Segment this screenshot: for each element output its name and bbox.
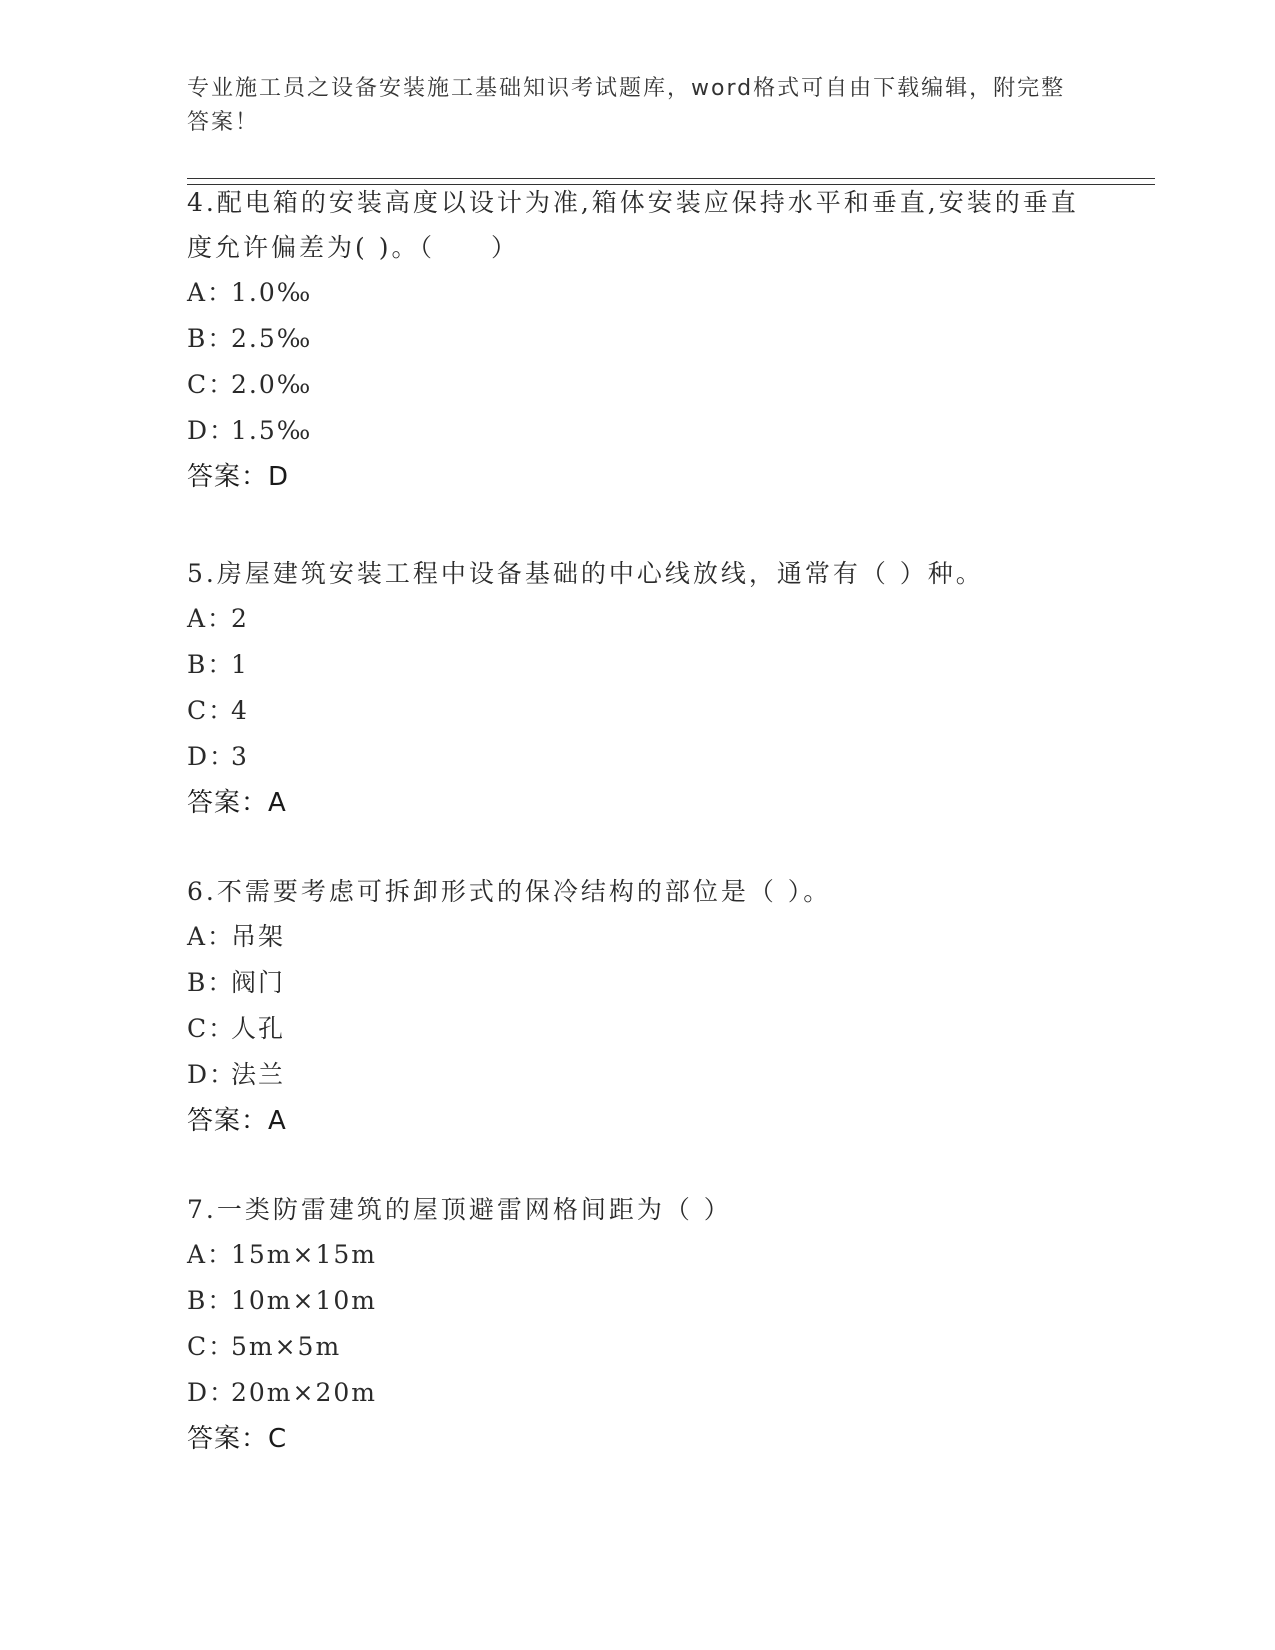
- option-letter: C：: [187, 1014, 236, 1043]
- option-letter: C：: [187, 370, 236, 399]
- option-d: [187, 1370, 1087, 1416]
- answer: 答案：D: [187, 462, 290, 492]
- option-letter: B：: [187, 324, 235, 353]
- option-text: 1.5‰: [231, 416, 313, 445]
- option-c: [187, 688, 1087, 734]
- option-text: 4: [231, 696, 249, 725]
- option-text: 2.5‰: [231, 324, 313, 353]
- option-letter: D：: [187, 1378, 237, 1407]
- question-stem: 5.房屋建筑安装工程中设备基础的中心线放线，通常有（ ）种。: [187, 559, 984, 588]
- question-6: [187, 869, 1087, 1144]
- option-text: 10m×10m: [231, 1286, 377, 1315]
- option-text: 15m×15m: [231, 1240, 377, 1269]
- option-text: 2: [231, 604, 249, 633]
- option-letter: A：: [187, 1240, 235, 1269]
- option-letter: C：: [187, 1332, 236, 1361]
- option-letter: B：: [187, 1286, 235, 1315]
- option-c: [187, 1324, 1087, 1370]
- option-a: [187, 914, 1087, 960]
- question-stem: 4.配电箱的安装高度以设计为准,箱体安装应保持水平和垂直,安装的垂直度允许偏差为( )。（ ）: [187, 188, 1079, 262]
- option-text: 1.0‰: [231, 278, 313, 307]
- option-text: 人孔: [231, 1014, 286, 1043]
- option-b: [187, 316, 1087, 362]
- option-letter: B：: [187, 650, 235, 679]
- option-text: 3: [231, 742, 249, 771]
- question-4: [187, 180, 1087, 500]
- option-text: 1: [231, 650, 249, 679]
- question-5: [187, 551, 1087, 826]
- option-letter: A：: [187, 604, 235, 633]
- answer: 答案：A: [187, 1106, 287, 1136]
- option-text: 法兰: [231, 1060, 286, 1089]
- answer: 答案：A: [187, 788, 287, 818]
- option-letter: D：: [187, 416, 237, 445]
- option-a: [187, 270, 1087, 316]
- option-b: [187, 960, 1087, 1006]
- option-letter: A：: [187, 278, 235, 307]
- option-d: [187, 1052, 1087, 1098]
- option-letter: A：: [187, 922, 235, 951]
- option-d: [187, 734, 1087, 780]
- option-d: [187, 408, 1087, 454]
- document-header: 专业施工员之设备安装施工基础知识考试题库，word格式可自由下载编辑，附完整答案！: [187, 76, 1066, 135]
- option-b: [187, 1278, 1087, 1324]
- question-stem: 7.一类防雷建筑的屋顶避雷网格间距为（ ）: [187, 1195, 732, 1224]
- option-c: [187, 1006, 1087, 1052]
- option-text: 2.0‰: [231, 370, 313, 399]
- option-text: 5m×5m: [231, 1332, 342, 1361]
- question-7: [187, 1187, 1087, 1462]
- option-b: [187, 642, 1087, 688]
- option-letter: D：: [187, 742, 237, 771]
- option-letter: C：: [187, 696, 236, 725]
- option-letter: B：: [187, 968, 235, 997]
- question-stem: 6.不需要考虑可拆卸形式的保冷结构的部位是（ ）。: [187, 877, 832, 906]
- option-text: 阀门: [231, 968, 286, 997]
- answer: 答案：C: [187, 1424, 288, 1454]
- option-letter: D：: [187, 1060, 237, 1089]
- option-a: [187, 596, 1087, 642]
- option-a: [187, 1232, 1087, 1278]
- option-text: 20m×20m: [231, 1378, 377, 1407]
- option-c: [187, 362, 1087, 408]
- option-text: 吊架: [231, 922, 286, 951]
